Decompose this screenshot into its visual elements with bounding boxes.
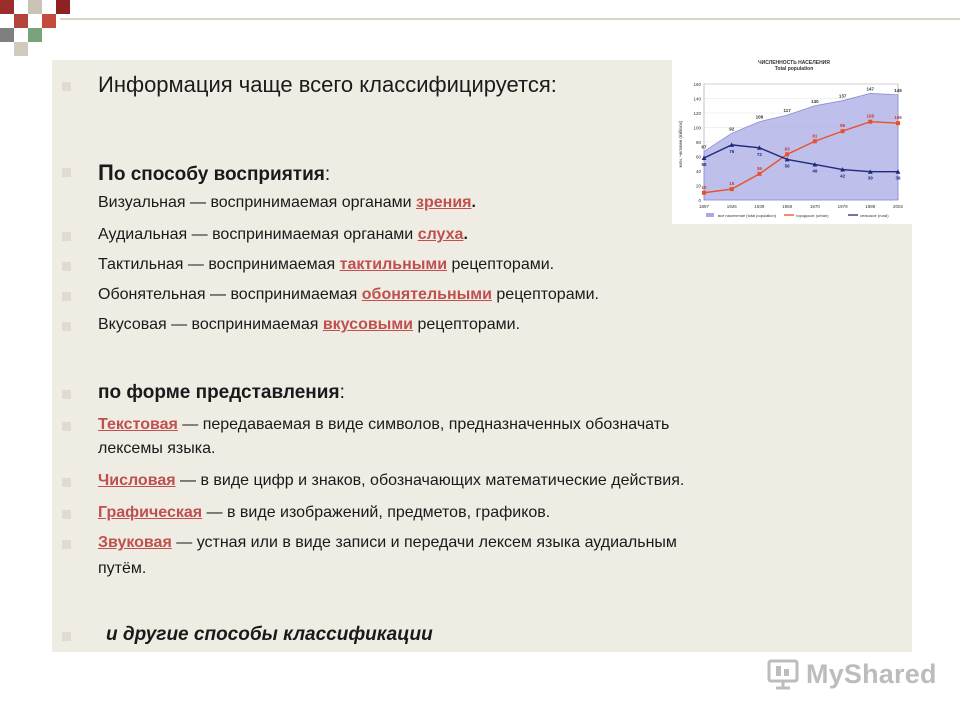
population-chart [672,56,916,224]
closing-text: и другие способы классификации [106,624,433,645]
data-label: 130 [811,98,819,104]
logo-text: MyShared [806,658,937,689]
data-label: 147 [866,86,875,92]
link-slukha[interactable]: слуха [417,226,464,243]
data-point [730,187,734,191]
y-tick-label: 60 [695,154,701,160]
bullet [62,292,71,301]
data-point [896,121,900,125]
data-point [702,191,706,195]
y-tick-label: 140 [693,96,701,102]
bullet [62,510,71,519]
x-tick-label: 1897 [698,204,710,209]
presentation-icon [766,657,800,691]
y-tick-label: 120 [693,110,701,116]
data-label: 63 [784,146,790,152]
bullet [62,168,71,177]
link-zreniya[interactable]: зрения [416,194,472,211]
y-tick-label: 0 [698,197,701,203]
data-label: 72 [756,151,762,157]
x-tick-label: 1939 [754,204,765,209]
y-tick-label: 160 [693,81,701,87]
section-form-title: по форме представления: [98,382,345,403]
bullet [62,322,71,331]
legend-entry: все население (total population) [718,213,777,218]
data-label: 108 [755,114,764,120]
data-label: 42 [840,173,846,179]
data-point [813,139,817,143]
data-label: 10 [701,184,707,190]
x-tick-label: 1979 [837,204,848,209]
x-tick-label: 1970 [809,204,820,209]
link-obonyatelnymi[interactable]: обонятельными [361,286,492,303]
legend-swatch [706,213,714,217]
section-perception-title: По способу восприятия: [98,160,331,185]
data-point [785,152,789,156]
content-panel: Информация чаще всего классифицируется: По способу восприятия: Визуальная — воспринимаемая органами зрения. Аудиальная — воспринимаемая органами слуха. Тактильная — воспринимаемая тактильными рецепторами. Обонятельная — воспринимаемая обонятельными рецепторами. Вкусовая — воспринимаемая вкусовыми рецепторами. по форме представления: Текстовая — передаваемая в виде символов, предназначенных обозначать лексемы языка. Числовая — в виде цифр и знаков, обозначающих математические действия. Графическая — в виде изображений, предметов, графиков. Звуковая — устная или в виде записи и передачи лексем языка аудиальным путём. и другие способы классификации [52,60,912,652]
data-label: 137 [838,93,847,99]
y-tick-label: 40 [695,168,701,174]
bullet [62,540,71,549]
link-vkusovymi[interactable]: вкусовыми [322,316,414,333]
data-label: 15 [729,181,735,187]
x-tick-label: 1989 [865,204,876,209]
chart-ylabel: млн. человек (millions) [678,120,683,168]
data-label: 106 [894,115,902,121]
data-point [757,172,761,176]
data-label: 58 [701,161,707,167]
bullet [62,262,71,271]
bullet [62,478,71,487]
x-tick-label: 2002 [892,204,904,209]
data-label: 81 [812,133,818,139]
data-label: 36 [756,165,762,171]
legend-entry: городское (urban) [796,213,829,218]
myshared-logo [766,656,937,692]
data-label: 108 [866,113,875,119]
link-graficheskaya[interactable]: Графическая [98,504,203,521]
data-label: 49 [812,168,818,174]
data-point [841,129,845,133]
bullet [62,422,71,431]
link-zvukovaya[interactable]: Звуковая [98,534,172,551]
link-taktilnymi[interactable]: тактильными [339,256,448,273]
legend-entry: сельское (rural) [860,213,889,218]
data-label: 92 [729,126,735,132]
link-chislovaya[interactable]: Числовая [98,472,176,489]
bullet [62,390,71,399]
link-tekstovaya[interactable]: Текстовая [98,416,178,433]
top-rule [60,18,960,20]
bullet [62,232,71,241]
data-label: 76 [729,148,735,154]
chart-title: ЧИСЛЕННОСТЬ НАСЕЛЕНИЯ [758,60,830,66]
y-tick-label: 100 [693,125,701,131]
y-tick-label: 80 [695,139,701,145]
data-label: 145 [894,87,902,93]
data-point [868,120,872,124]
data-label: 39 [867,175,873,181]
slide-heading: Информация чаще всего классифицируется: [98,72,557,97]
x-tick-label: 1926 [726,204,737,209]
y-tick-label: 20 [695,183,701,189]
chart-subtitle: Total population [774,66,814,72]
data-label: 95 [840,123,846,129]
data-label: 117 [783,108,791,114]
x-tick-label: 1959 [782,204,793,209]
chart-svg [672,56,916,224]
data-label: 67 [701,144,707,150]
bullet [62,82,71,91]
data-label: 39 [895,175,901,181]
corner-decoration [0,0,70,56]
bullet [62,632,71,641]
data-label: 56 [784,163,790,169]
